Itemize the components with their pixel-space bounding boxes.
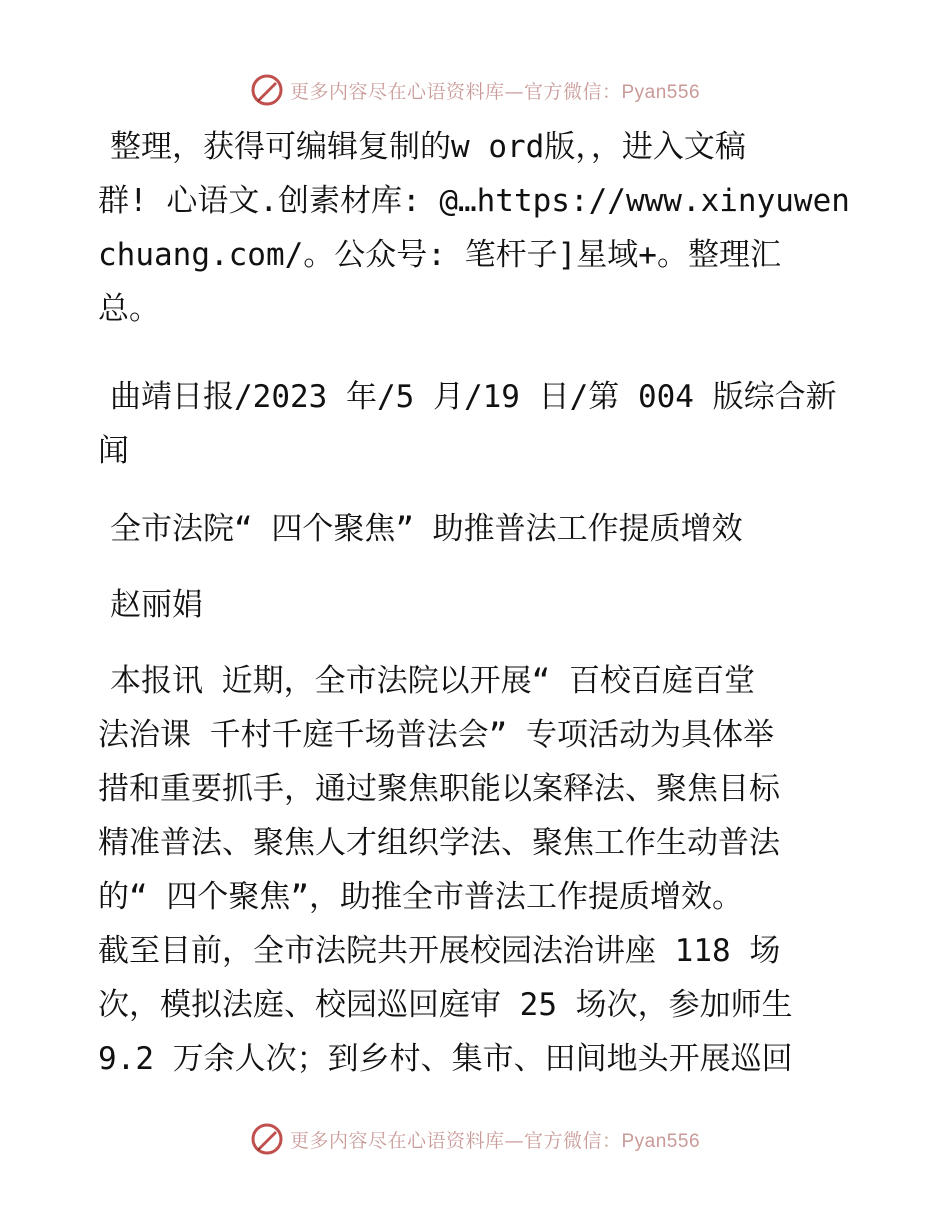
article-body [98, 654, 858, 1086]
footer-watermark [0, 1119, 950, 1159]
body-line: 精准普法、聚焦人才组织学法、聚焦工作生动普法 [98, 825, 780, 861]
article-title: 全市法院“ 四个聚焦” 助推普法工作提质增效 [110, 511, 743, 547]
pen-logo-icon [250, 73, 284, 107]
body-line: 的“ 四个聚焦”，助推全市普法工作提质增效。 [98, 879, 743, 915]
intro-line: 总。 [98, 291, 160, 327]
source-paragraph [98, 370, 858, 478]
source-line: 闻 [98, 433, 129, 469]
header-wechat-id: Pyan556 [621, 81, 701, 103]
intro-line: 整理，获得可编辑复制的w ord版，，进入文稿 [110, 129, 746, 165]
body-line: 9.2 万余人次；到乡村、集市、田间地头开展巡回 [98, 1041, 793, 1077]
footer-watermark-text: 更多内容尽在心语资料库—官方微信： [289, 1129, 622, 1152]
article-author: 赵丽娟 [110, 587, 203, 623]
body-line: 截至目前，全市法院共开展校园法治讲座 118 场 [98, 933, 781, 969]
body-line: 法治课 千村千庭千场普法会” 专项活动为具体举 [98, 717, 774, 753]
header-watermark [0, 70, 950, 110]
header-watermark-text: 更多内容尽在心语资料库—官方微信： [289, 80, 622, 103]
source-line: 曲靖日报/2023 年/5 月/19 日/第 004 版综合新 [110, 379, 837, 415]
body-line: 本报讯 近期，全市法院以开展“ 百校百庭百堂 [110, 663, 755, 699]
footer-wechat-id: Pyan556 [621, 1130, 701, 1152]
intro-line: 群! 心语文.创素材库: @…https://www.xinyuwen [98, 183, 850, 219]
pen-logo-icon [250, 1122, 284, 1156]
body-line: 次，模拟法庭、校园巡回庭审 25 场次，参加师生 [98, 987, 793, 1023]
intro-line: chuang.com/。公众号: 笔杆子]星域+。整理汇 [98, 237, 781, 273]
intro-paragraph [98, 120, 858, 336]
body-line: 措和重要抓手，通过聚焦职能以案释法、聚焦目标 [98, 771, 780, 807]
